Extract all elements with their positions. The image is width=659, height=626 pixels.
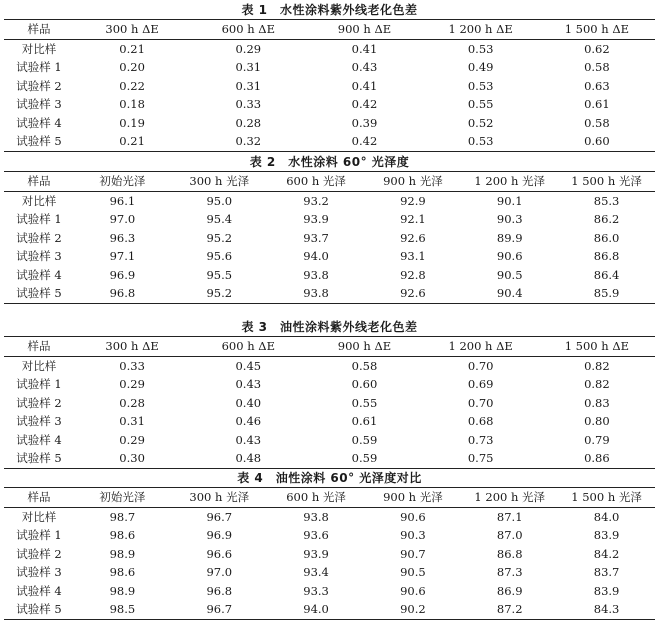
value-cell: 0.69 xyxy=(467,377,494,391)
value-cell: 0.21 xyxy=(119,41,145,56)
table-row xyxy=(4,431,655,450)
table-row xyxy=(4,356,655,375)
value-cell: 96.7 xyxy=(206,602,233,616)
column-header: 样品 xyxy=(27,174,51,188)
column-header: 900 h ΔE xyxy=(337,22,392,36)
sample-name-cell: 试验样 3 xyxy=(16,565,62,579)
value-cell: 97.1 xyxy=(109,249,136,263)
table-row xyxy=(4,563,655,582)
value-cell: 0.70 xyxy=(467,358,494,373)
value-cell: 0.59 xyxy=(351,451,378,465)
value-cell: 86.4 xyxy=(593,267,620,282)
table-1 xyxy=(4,19,655,152)
value-cell: 93.1 xyxy=(400,249,426,263)
table-2-caption: 表 2 水性涂料 60° 光泽度 xyxy=(249,155,410,169)
sample-name-cell: 试验样 1 xyxy=(16,212,62,226)
header-row xyxy=(4,337,655,357)
column-header: 300 h ΔE xyxy=(105,22,159,36)
column-header: 1 500 h 光泽 xyxy=(571,490,642,504)
value-cell: 87.3 xyxy=(496,565,523,579)
value-cell: 93.3 xyxy=(303,583,329,598)
table-1-caption: 表 1 水性涂料紫外线老化色差 xyxy=(241,3,418,17)
table-1-block xyxy=(4,1,655,152)
sample-name-cell: 试验样 1 xyxy=(16,377,62,391)
value-cell: 0.42 xyxy=(351,134,378,148)
value-cell: 90.3 xyxy=(496,212,523,226)
sample-name-cell: 试验样 5 xyxy=(16,286,62,300)
column-header: 300 h 光泽 xyxy=(189,490,250,504)
value-cell: 0.33 xyxy=(119,358,145,373)
column-header: 900 h 光泽 xyxy=(383,490,443,504)
value-cell: 0.83 xyxy=(584,395,610,410)
value-cell: 0.18 xyxy=(119,97,145,111)
value-cell: 0.58 xyxy=(584,115,610,130)
value-cell: 96.8 xyxy=(109,286,136,300)
column-header: 1 500 h ΔE xyxy=(564,22,630,36)
value-cell: 96.7 xyxy=(206,509,233,524)
table-row xyxy=(4,284,655,303)
value-cell: 0.28 xyxy=(119,395,145,410)
value-cell: 92.9 xyxy=(400,193,426,208)
value-cell: 86.8 xyxy=(496,546,523,561)
column-header: 900 h 光泽 xyxy=(383,174,443,188)
value-cell: 84.3 xyxy=(593,602,620,616)
column-header: 600 h 光泽 xyxy=(286,174,346,188)
sample-name-cell: 试验样 3 xyxy=(16,414,62,428)
column-header: 1 500 h ΔE xyxy=(564,339,630,353)
column-header: 300 h ΔE xyxy=(105,339,159,353)
value-cell: 93.7 xyxy=(303,230,329,245)
column-header: 1 200 h ΔE xyxy=(448,22,513,36)
table-2-block xyxy=(4,153,655,304)
column-header: 600 h ΔE xyxy=(221,339,275,353)
table-row xyxy=(4,449,655,468)
sample-name-cell: 试验样 4 xyxy=(16,115,62,130)
table-row xyxy=(4,77,655,96)
value-cell: 95.6 xyxy=(206,249,233,263)
value-cell: 0.82 xyxy=(584,377,610,391)
value-cell: 0.58 xyxy=(584,60,610,74)
value-cell: 87.2 xyxy=(496,602,523,616)
column-header: 1 200 h 光泽 xyxy=(474,490,546,504)
value-cell: 0.55 xyxy=(467,97,494,111)
value-cell: 0.63 xyxy=(584,78,610,93)
sample-name-cell: 试验样 5 xyxy=(16,602,62,616)
value-cell: 85.9 xyxy=(593,286,620,300)
table-row xyxy=(4,507,655,526)
column-header: 1 200 h ΔE xyxy=(448,339,513,353)
value-cell: 90.2 xyxy=(400,602,426,616)
value-cell: 90.5 xyxy=(496,267,523,282)
sample-name-cell: 对比样 xyxy=(21,193,57,208)
value-cell: 90.5 xyxy=(400,565,426,579)
value-cell: 97.0 xyxy=(206,565,233,579)
value-cell: 0.22 xyxy=(119,78,145,93)
value-cell: 90.6 xyxy=(400,509,426,524)
value-cell: 0.79 xyxy=(584,432,610,447)
value-cell: 96.3 xyxy=(109,230,136,245)
value-cell: 0.31 xyxy=(235,78,262,93)
table-row xyxy=(4,39,655,58)
value-cell: 0.31 xyxy=(235,60,262,74)
value-cell: 0.28 xyxy=(235,115,262,130)
sample-name-cell: 试验样 4 xyxy=(16,432,62,447)
value-cell: 93.4 xyxy=(303,565,329,579)
table-row xyxy=(4,229,655,248)
column-header: 样品 xyxy=(27,339,51,353)
sample-name-cell: 试验样 2 xyxy=(16,230,62,245)
sample-name-cell: 对比样 xyxy=(21,509,57,524)
value-cell: 0.49 xyxy=(467,60,494,74)
table-4 xyxy=(4,487,655,620)
table-row xyxy=(4,132,655,151)
value-cell: 0.32 xyxy=(235,134,262,148)
value-cell: 96.6 xyxy=(206,546,233,561)
value-cell: 0.43 xyxy=(351,60,378,74)
header-row xyxy=(4,20,655,40)
value-cell: 0.80 xyxy=(584,414,610,428)
value-cell: 0.20 xyxy=(119,60,145,74)
table-3 xyxy=(4,336,655,469)
value-cell: 0.43 xyxy=(235,377,262,391)
sample-name-cell: 试验样 1 xyxy=(16,528,62,542)
value-cell: 85.3 xyxy=(593,193,620,208)
column-header: 900 h ΔE xyxy=(337,339,392,353)
table-2 xyxy=(4,171,655,304)
value-cell: 84.2 xyxy=(593,546,620,561)
value-cell: 0.59 xyxy=(351,432,378,447)
value-cell: 0.62 xyxy=(584,41,610,56)
sample-name-cell: 对比样 xyxy=(21,358,57,373)
value-cell: 0.41 xyxy=(351,41,378,56)
table-row xyxy=(4,114,655,133)
column-header: 600 h ΔE xyxy=(221,22,275,36)
table-row xyxy=(4,375,655,394)
value-cell: 0.19 xyxy=(119,115,145,130)
value-cell: 90.6 xyxy=(400,583,426,598)
value-cell: 0.29 xyxy=(119,377,145,391)
table-4-caption: 表 4 油性涂料 60° 光泽度对比 xyxy=(237,471,422,485)
column-header: 样品 xyxy=(27,22,51,36)
value-cell: 89.9 xyxy=(496,230,523,245)
value-cell: 90.3 xyxy=(400,528,426,542)
value-cell: 92.6 xyxy=(400,230,426,245)
value-cell: 98.7 xyxy=(109,509,136,524)
value-cell: 92.6 xyxy=(400,286,426,300)
value-cell: 86.9 xyxy=(496,583,523,598)
sample-name-cell: 试验样 3 xyxy=(16,249,62,263)
sample-name-cell: 试验样 4 xyxy=(16,267,62,282)
value-cell: 95.2 xyxy=(206,230,233,245)
value-cell: 0.33 xyxy=(235,97,262,111)
table-row xyxy=(4,210,655,229)
value-cell: 96.1 xyxy=(109,193,136,208)
value-cell: 93.8 xyxy=(303,286,329,300)
column-header: 初始光泽 xyxy=(99,174,146,188)
value-cell: 0.46 xyxy=(235,414,262,428)
value-cell: 0.75 xyxy=(467,451,494,465)
table-row xyxy=(4,95,655,114)
value-cell: 0.29 xyxy=(235,41,262,56)
header-row xyxy=(4,172,655,192)
header-row xyxy=(4,488,655,508)
value-cell: 0.45 xyxy=(235,358,262,373)
value-cell: 0.43 xyxy=(235,432,262,447)
table-row xyxy=(4,266,655,285)
value-cell: 95.2 xyxy=(206,286,233,300)
value-cell: 0.73 xyxy=(467,432,494,447)
value-cell: 98.9 xyxy=(109,583,136,598)
value-cell: 0.53 xyxy=(467,78,494,93)
value-cell: 94.0 xyxy=(303,249,329,263)
value-cell: 0.61 xyxy=(351,414,378,428)
column-header: 1 500 h 光泽 xyxy=(571,174,642,188)
value-cell: 0.39 xyxy=(351,115,378,130)
value-cell: 98.6 xyxy=(109,528,136,542)
sample-name-cell: 试验样 2 xyxy=(16,78,62,93)
value-cell: 90.6 xyxy=(496,249,523,263)
sample-name-cell: 对比样 xyxy=(21,41,57,56)
value-cell: 83.9 xyxy=(593,528,620,542)
value-cell: 86.8 xyxy=(593,249,620,263)
value-cell: 94.0 xyxy=(303,602,329,616)
value-cell: 92.1 xyxy=(400,212,426,226)
value-cell: 93.8 xyxy=(303,509,329,524)
value-cell: 0.53 xyxy=(467,41,494,56)
value-cell: 0.42 xyxy=(351,97,378,111)
value-cell: 0.68 xyxy=(467,414,494,428)
column-header: 300 h 光泽 xyxy=(189,174,250,188)
value-cell: 0.52 xyxy=(467,115,494,130)
value-cell: 90.1 xyxy=(496,193,523,208)
table-3-block xyxy=(4,318,655,469)
value-cell: 93.2 xyxy=(303,193,329,208)
value-cell: 86.2 xyxy=(593,212,620,226)
value-cell: 83.9 xyxy=(593,583,620,598)
value-cell: 95.5 xyxy=(206,267,233,282)
sample-name-cell: 试验样 5 xyxy=(16,134,62,148)
value-cell: 90.7 xyxy=(400,546,426,561)
sample-name-cell: 试验样 2 xyxy=(16,395,62,410)
table-4-block xyxy=(4,469,655,620)
column-header: 1 200 h 光泽 xyxy=(474,174,546,188)
value-cell: 0.29 xyxy=(119,432,145,447)
value-cell: 95.4 xyxy=(206,212,233,226)
value-cell: 83.7 xyxy=(593,565,620,579)
value-cell: 93.6 xyxy=(303,528,329,542)
value-cell: 0.70 xyxy=(467,395,494,410)
value-cell: 0.31 xyxy=(119,414,145,428)
value-cell: 84.0 xyxy=(593,509,620,524)
column-header: 样品 xyxy=(27,490,51,504)
sample-name-cell: 试验样 4 xyxy=(16,583,62,598)
sample-name-cell: 试验样 5 xyxy=(16,451,62,465)
value-cell: 0.21 xyxy=(119,134,145,148)
value-cell: 0.53 xyxy=(467,134,494,148)
value-cell: 96.9 xyxy=(109,267,136,282)
value-cell: 93.9 xyxy=(303,212,329,226)
value-cell: 87.1 xyxy=(496,509,523,524)
table-row xyxy=(4,412,655,431)
table-row xyxy=(4,247,655,266)
column-header: 600 h 光泽 xyxy=(286,490,346,504)
value-cell: 96.9 xyxy=(206,528,233,542)
table-row xyxy=(4,545,655,564)
table-row xyxy=(4,582,655,601)
value-cell: 0.40 xyxy=(235,395,262,410)
value-cell: 87.0 xyxy=(496,528,523,542)
value-cell: 98.5 xyxy=(109,602,136,616)
value-cell: 0.48 xyxy=(235,451,262,465)
table-row xyxy=(4,58,655,77)
value-cell: 93.9 xyxy=(303,546,329,561)
value-cell: 0.86 xyxy=(584,451,610,465)
value-cell: 0.82 xyxy=(584,358,610,373)
column-header: 初始光泽 xyxy=(99,490,146,504)
value-cell: 0.61 xyxy=(584,97,610,111)
value-cell: 90.4 xyxy=(496,286,523,300)
sample-name-cell: 试验样 1 xyxy=(16,60,62,74)
value-cell: 95.0 xyxy=(206,193,233,208)
value-cell: 0.55 xyxy=(351,395,378,410)
value-cell: 0.58 xyxy=(351,358,378,373)
value-cell: 96.8 xyxy=(206,583,233,598)
sample-name-cell: 试验样 3 xyxy=(16,97,62,111)
value-cell: 97.0 xyxy=(109,212,136,226)
value-cell: 98.6 xyxy=(109,565,136,579)
value-cell: 92.8 xyxy=(400,267,426,282)
value-cell: 0.60 xyxy=(351,377,378,391)
value-cell: 0.60 xyxy=(584,134,610,148)
table-3-caption: 表 3 油性涂料紫外线老化色差 xyxy=(241,320,418,334)
value-cell: 86.0 xyxy=(593,230,620,245)
value-cell: 0.41 xyxy=(351,78,378,93)
table-row xyxy=(4,394,655,413)
value-cell: 0.30 xyxy=(119,451,145,465)
table-row xyxy=(4,191,655,210)
table-row xyxy=(4,526,655,545)
value-cell: 93.8 xyxy=(303,267,329,282)
table-row xyxy=(4,600,655,619)
value-cell: 98.9 xyxy=(109,546,136,561)
sample-name-cell: 试验样 2 xyxy=(16,546,62,561)
